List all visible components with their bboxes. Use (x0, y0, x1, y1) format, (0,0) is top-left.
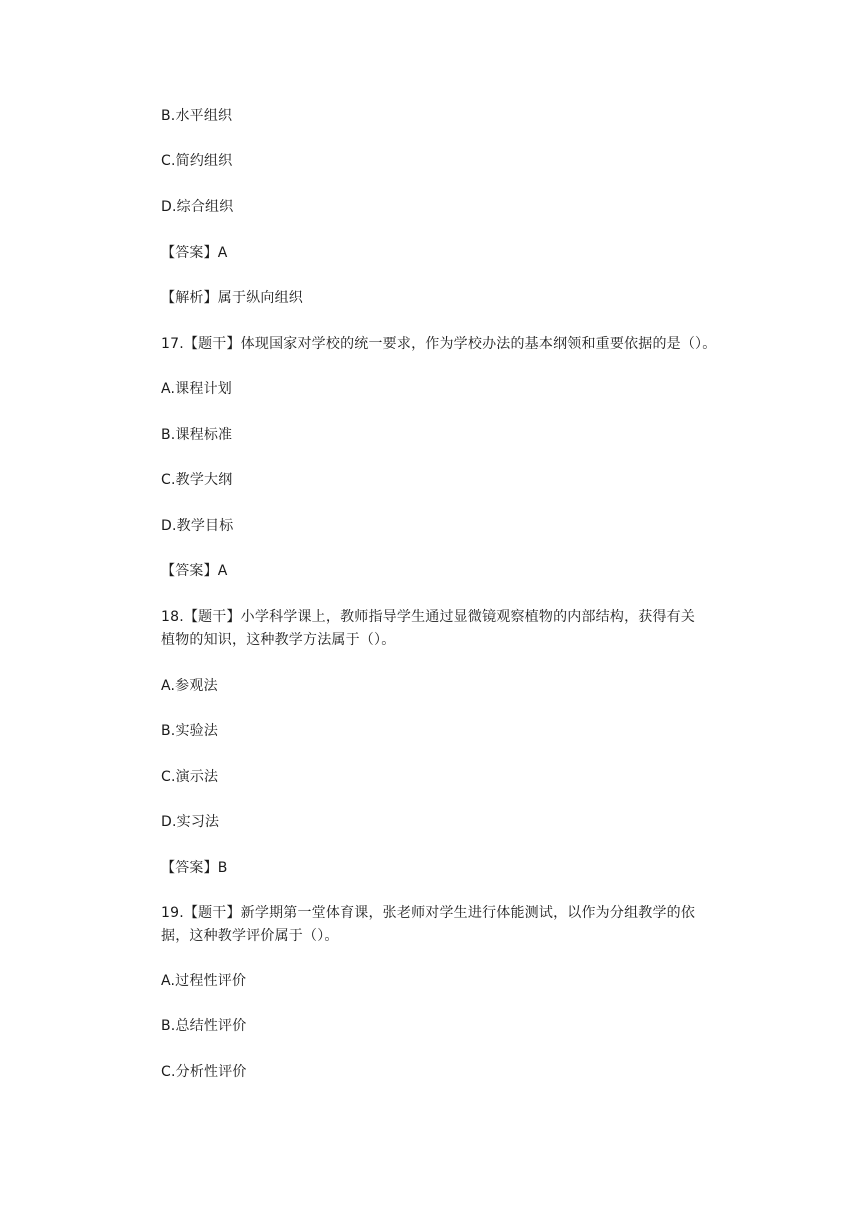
explanation-16: 【解析】属于纵向组织 (161, 290, 303, 306)
question-18-option-b: B.实验法 (161, 723, 219, 739)
question-18-option-a: A.参观法 (161, 678, 218, 694)
question-19-stem-line1: 19.【题干】新学期第一堂体育课，张老师对学生进行体能测试，以作为分组教学的依 (161, 905, 696, 921)
option-b-horizontal-organization: B.水平组织 (161, 108, 233, 124)
question-19-option-a: A.过程性评价 (161, 973, 247, 989)
question-17-option-d: D.教学目标 (161, 518, 234, 534)
answer-16: 【答案】A (161, 245, 228, 261)
answer-17: 【答案】A (161, 563, 228, 579)
question-17-option-b: B.课程标准 (161, 427, 233, 443)
question-17-option-c: C.教学大纲 (161, 472, 233, 488)
question-19-option-c: C.分析性评价 (161, 1064, 247, 1080)
answer-18: 【答案】B (161, 860, 228, 876)
question-18-option-c: C.演示法 (161, 769, 219, 785)
question-19-option-b: B.总结性评价 (161, 1018, 247, 1034)
option-c-simple-organization: C.简约组织 (161, 153, 233, 169)
question-18-stem-line1: 18.【题干】小学科学课上，教师指导学生通过显微镜观察植物的内部结构，获得有关 (161, 609, 696, 625)
option-d-comprehensive-organization: D.综合组织 (161, 199, 234, 215)
question-18-option-d: D.实习法 (161, 814, 220, 830)
question-19-stem-line2: 据，这种教学评价属于（）。 (161, 928, 339, 944)
question-17-stem: 17.【题干】体现国家对学校的统一要求，作为学校办法的基本纲领和重要依据的是（）。 (161, 336, 717, 352)
question-18-stem-line2: 植物的知识，这种教学方法属于（）。 (161, 632, 396, 648)
question-17-option-a: A.课程计划 (161, 381, 232, 397)
